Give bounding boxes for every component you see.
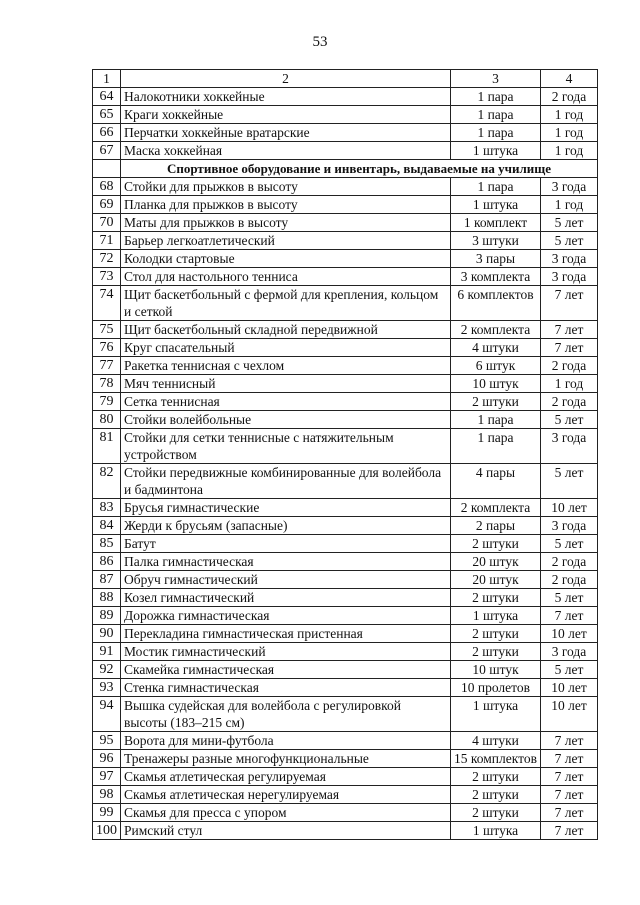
row-quantity: 2 комплекта	[451, 321, 541, 339]
row-quantity: 1 штука	[451, 697, 541, 732]
table-row	[93, 571, 598, 589]
row-item-name: Палка гимнастическая	[121, 553, 451, 571]
row-term: 3 года	[541, 250, 598, 268]
row-item-name: Перчатки хоккейные вратарские	[121, 124, 451, 142]
row-term: 7 лет	[541, 822, 598, 840]
column-header-name: 2	[121, 70, 451, 88]
row-term: 7 лет	[541, 286, 598, 321]
row-item-name: Перекладина гимнастическая пристенная	[121, 625, 451, 643]
row-term: 10 лет	[541, 625, 598, 643]
row-item-name: Колодки стартовые	[121, 250, 451, 268]
row-quantity: 1 пара	[451, 178, 541, 196]
row-term: 5 лет	[541, 661, 598, 679]
table-row	[93, 429, 598, 464]
row-quantity: 6 комплектов	[451, 286, 541, 321]
row-number: 89	[93, 607, 121, 625]
row-item-name: Тренажеры разные многофункциональные	[121, 750, 451, 768]
row-term: 3 года	[541, 178, 598, 196]
table-row	[93, 535, 598, 553]
table-row	[93, 88, 598, 106]
row-quantity: 10 штук	[451, 661, 541, 679]
row-item-name: Ракетка теннисная с чехлом	[121, 357, 451, 375]
row-term: 5 лет	[541, 535, 598, 553]
table-row	[93, 339, 598, 357]
table-row	[93, 732, 598, 750]
table-row	[93, 196, 598, 214]
row-quantity: 2 штуки	[451, 589, 541, 607]
row-term: 1 год	[541, 124, 598, 142]
row-item-name: Скамья атлетическая нерегулируемая	[121, 786, 451, 804]
table-row	[93, 268, 598, 286]
table-row	[93, 464, 598, 499]
row-number: 95	[93, 732, 121, 750]
row-quantity: 1 пара	[451, 429, 541, 464]
row-number: 67	[93, 142, 121, 160]
row-item-name: Вышка судейская для волейбола с регулировкой высоты (183–215 см)	[121, 697, 451, 732]
section-header-row	[93, 160, 598, 178]
row-item-name: Ворота для мини-футбола	[121, 732, 451, 750]
row-term: 1 год	[541, 375, 598, 393]
row-number: 87	[93, 571, 121, 589]
table-row	[93, 214, 598, 232]
row-term: 7 лет	[541, 607, 598, 625]
table-row	[93, 625, 598, 643]
table-body-after	[93, 178, 598, 840]
row-number: 69	[93, 196, 121, 214]
table-row	[93, 286, 598, 321]
column-header-term: 4	[541, 70, 598, 88]
row-quantity: 1 пара	[451, 411, 541, 429]
row-number: 79	[93, 393, 121, 411]
row-item-name: Барьер легкоатлетический	[121, 232, 451, 250]
row-quantity: 3 пары	[451, 250, 541, 268]
table-row	[93, 393, 598, 411]
row-term: 7 лет	[541, 750, 598, 768]
table-row	[93, 411, 598, 429]
row-item-name: Краги хоккейные	[121, 106, 451, 124]
table-row	[93, 661, 598, 679]
row-number: 82	[93, 464, 121, 499]
row-quantity: 6 штук	[451, 357, 541, 375]
row-item-name: Планка для прыжков в высоту	[121, 196, 451, 214]
row-term: 3 года	[541, 643, 598, 661]
row-quantity: 10 пролетов	[451, 679, 541, 697]
table-row	[93, 643, 598, 661]
row-term: 2 года	[541, 393, 598, 411]
row-quantity: 1 штука	[451, 142, 541, 160]
row-item-name: Скамейка гимнастическая	[121, 661, 451, 679]
row-quantity: 20 штук	[451, 571, 541, 589]
inventory-table	[92, 69, 598, 840]
row-number: 72	[93, 250, 121, 268]
table-row	[93, 786, 598, 804]
row-item-name: Скамья атлетическая регулируемая	[121, 768, 451, 786]
row-term: 1 год	[541, 142, 598, 160]
row-item-name: Римский стул	[121, 822, 451, 840]
row-quantity: 4 штуки	[451, 732, 541, 750]
row-item-name: Сетка теннисная	[121, 393, 451, 411]
row-quantity: 2 штуки	[451, 643, 541, 661]
row-term: 7 лет	[541, 768, 598, 786]
row-quantity: 1 пара	[451, 88, 541, 106]
row-item-name: Стойки волейбольные	[121, 411, 451, 429]
row-term: 7 лет	[541, 321, 598, 339]
row-number: 78	[93, 375, 121, 393]
row-term: 10 лет	[541, 679, 598, 697]
row-item-name: Стойки для сетки теннисные с натяжительным устройством	[121, 429, 451, 464]
row-number: 100	[93, 822, 121, 840]
row-term: 2 года	[541, 571, 598, 589]
column-header-quantity: 3	[451, 70, 541, 88]
row-term: 7 лет	[541, 339, 598, 357]
row-item-name: Стенка гимнастическая	[121, 679, 451, 697]
row-quantity: 15 комплектов	[451, 750, 541, 768]
table-row	[93, 804, 598, 822]
row-item-name: Стол для настольного тенниса	[121, 268, 451, 286]
row-term: 5 лет	[541, 214, 598, 232]
row-term: 10 лет	[541, 697, 598, 732]
column-header-number: 1	[93, 70, 121, 88]
row-item-name: Жерди к брусьям (запасные)	[121, 517, 451, 535]
section-title: Спортивное оборудование и инвентарь, выдаваемые на училище	[121, 160, 598, 178]
table-row	[93, 178, 598, 196]
row-number: 68	[93, 178, 121, 196]
row-quantity: 2 штуки	[451, 625, 541, 643]
row-item-name: Маска хоккейная	[121, 142, 451, 160]
row-term: 7 лет	[541, 804, 598, 822]
table-row	[93, 142, 598, 160]
row-term: 5 лет	[541, 589, 598, 607]
row-item-name: Обруч гимнастический	[121, 571, 451, 589]
row-number: 66	[93, 124, 121, 142]
row-item-name: Скамья для пресса с упором	[121, 804, 451, 822]
row-number: 84	[93, 517, 121, 535]
table-section	[93, 160, 598, 178]
row-quantity: 2 штуки	[451, 535, 541, 553]
row-item-name: Мостик гимнастический	[121, 643, 451, 661]
row-number: 98	[93, 786, 121, 804]
row-number: 83	[93, 499, 121, 517]
row-quantity: 2 штуки	[451, 768, 541, 786]
table-body-before	[93, 88, 598, 160]
row-item-name: Круг спасательный	[121, 339, 451, 357]
row-term: 2 года	[541, 357, 598, 375]
row-quantity: 4 пары	[451, 464, 541, 499]
table-row	[93, 589, 598, 607]
row-number: 64	[93, 88, 121, 106]
row-item-name: Стойки для прыжков в высоту	[121, 178, 451, 196]
row-quantity: 1 комплект	[451, 214, 541, 232]
table-row	[93, 517, 598, 535]
row-number: 76	[93, 339, 121, 357]
row-term: 1 год	[541, 106, 598, 124]
table-row	[93, 750, 598, 768]
row-quantity: 3 комплекта	[451, 268, 541, 286]
table-row	[93, 375, 598, 393]
row-number: 65	[93, 106, 121, 124]
row-item-name: Налокотники хоккейные	[121, 88, 451, 106]
row-term: 5 лет	[541, 232, 598, 250]
row-item-name: Брусья гимнастические	[121, 499, 451, 517]
table-row	[93, 106, 598, 124]
table-row	[93, 321, 598, 339]
row-quantity: 1 пара	[451, 124, 541, 142]
table-row	[93, 553, 598, 571]
row-term: 2 года	[541, 553, 598, 571]
row-quantity: 20 штук	[451, 553, 541, 571]
row-number: 74	[93, 286, 121, 321]
row-term: 7 лет	[541, 786, 598, 804]
row-number: 85	[93, 535, 121, 553]
table-row	[93, 499, 598, 517]
row-quantity: 3 штуки	[451, 232, 541, 250]
row-term: 5 лет	[541, 411, 598, 429]
row-term: 7 лет	[541, 732, 598, 750]
row-item-name: Щит баскетбольный складной передвижной	[121, 321, 451, 339]
row-term: 2 года	[541, 88, 598, 106]
table-row	[93, 607, 598, 625]
row-quantity: 10 штук	[451, 375, 541, 393]
row-number: 97	[93, 768, 121, 786]
row-term: 3 года	[541, 268, 598, 286]
row-quantity: 2 пары	[451, 517, 541, 535]
row-item-name: Стойки передвижные комбинированные для волейбола и бадминтона	[121, 464, 451, 499]
table-row	[93, 768, 598, 786]
table-row	[93, 822, 598, 840]
row-number: 77	[93, 357, 121, 375]
row-item-name: Батут	[121, 535, 451, 553]
page-number: 53	[312, 34, 328, 50]
row-term: 10 лет	[541, 499, 598, 517]
row-quantity: 4 штуки	[451, 339, 541, 357]
row-number: 99	[93, 804, 121, 822]
row-number: 96	[93, 750, 121, 768]
row-item-name: Мяч теннисный	[121, 375, 451, 393]
row-number: 81	[93, 429, 121, 464]
row-number: 91	[93, 643, 121, 661]
row-number: 90	[93, 625, 121, 643]
row-quantity: 1 штука	[451, 607, 541, 625]
row-number: 93	[93, 679, 121, 697]
row-number: 80	[93, 411, 121, 429]
row-number: 86	[93, 553, 121, 571]
table-row	[93, 697, 598, 732]
table-header-row	[93, 70, 598, 88]
row-item-name: Козел гимнастический	[121, 589, 451, 607]
row-number: 94	[93, 697, 121, 732]
row-quantity: 2 штуки	[451, 393, 541, 411]
row-number: 70	[93, 214, 121, 232]
row-item-name: Маты для прыжков в высоту	[121, 214, 451, 232]
row-item-name: Дорожка гимнастическая	[121, 607, 451, 625]
row-number: 92	[93, 661, 121, 679]
table-row	[93, 232, 598, 250]
row-term: 5 лет	[541, 464, 598, 499]
table-row	[93, 679, 598, 697]
row-term: 3 года	[541, 429, 598, 464]
row-quantity: 1 штука	[451, 196, 541, 214]
table-row	[93, 124, 598, 142]
row-item-name: Щит баскетбольный с фермой для крепления, кольцом и сеткой	[121, 286, 451, 321]
row-quantity: 1 пара	[451, 106, 541, 124]
row-number: 71	[93, 232, 121, 250]
row-term: 1 год	[541, 196, 598, 214]
row-quantity: 2 комплекта	[451, 499, 541, 517]
row-number: 75	[93, 321, 121, 339]
row-quantity: 2 штуки	[451, 804, 541, 822]
table-row	[93, 250, 598, 268]
row-term: 3 года	[541, 517, 598, 535]
row-quantity: 2 штуки	[451, 786, 541, 804]
row-quantity: 1 штука	[451, 822, 541, 840]
row-number: 73	[93, 268, 121, 286]
table-row	[93, 357, 598, 375]
row-number: 88	[93, 589, 121, 607]
